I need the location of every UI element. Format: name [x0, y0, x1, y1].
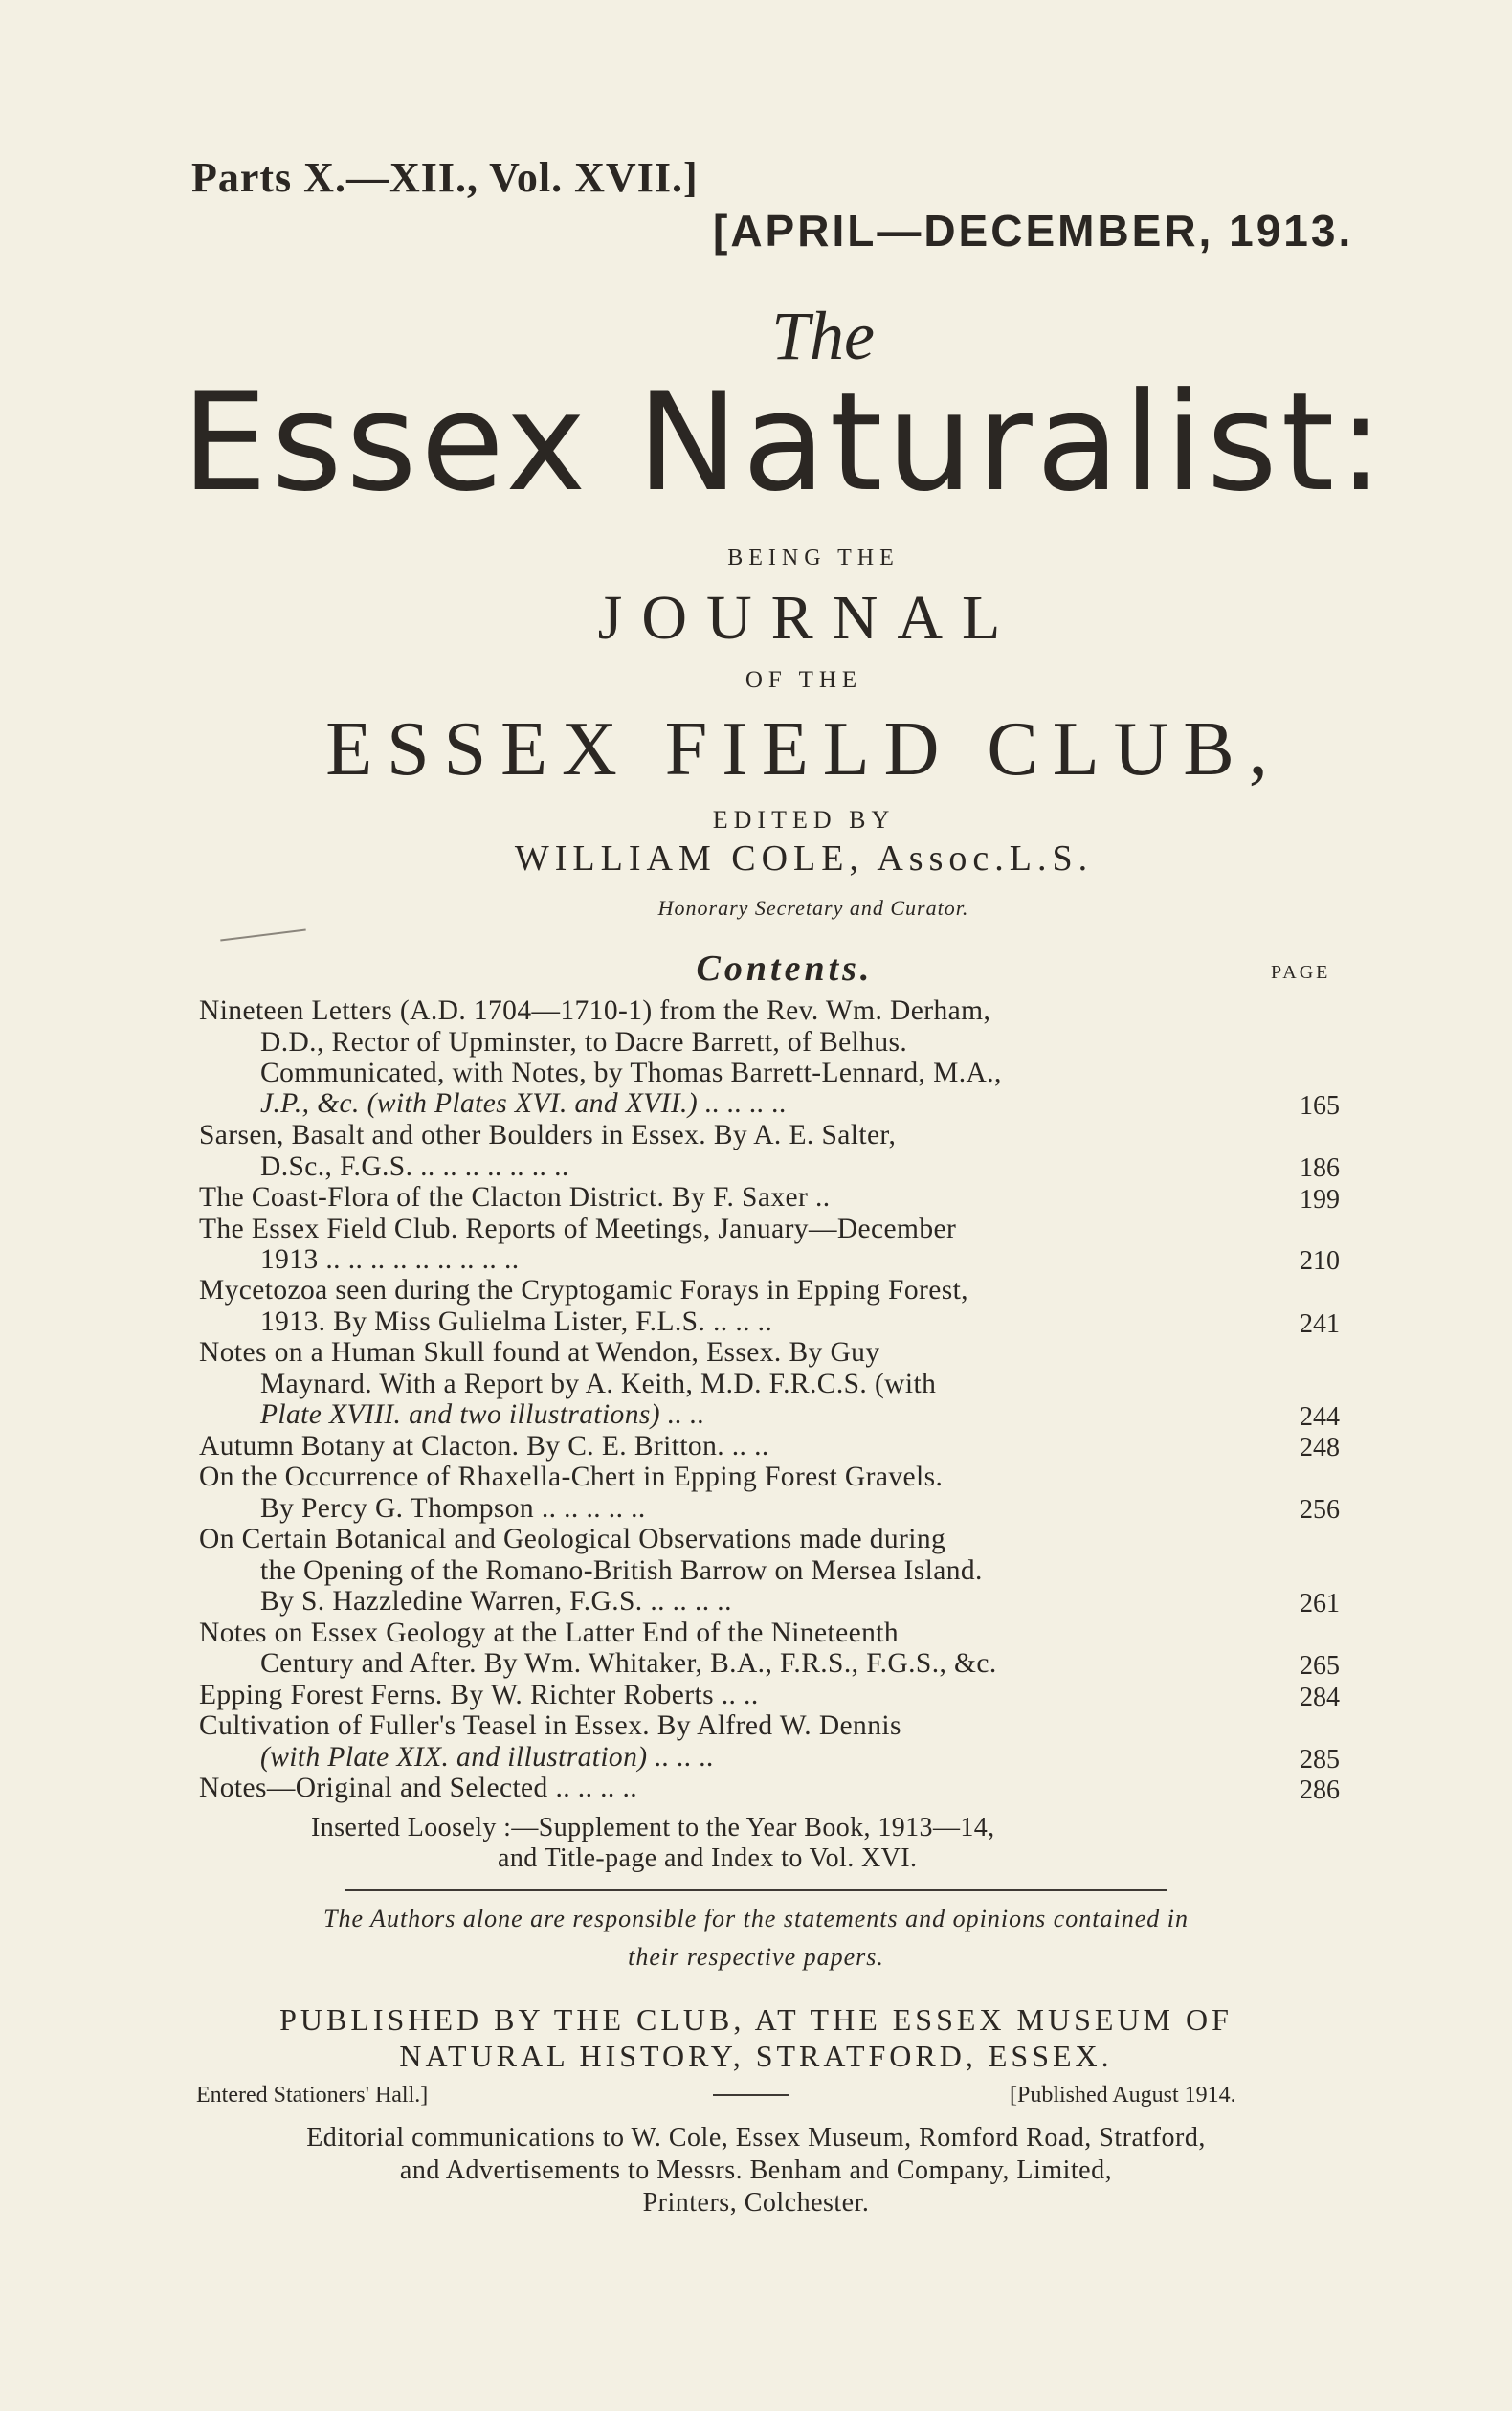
editorial-line: Printers, Colchester. — [642, 2188, 870, 2218]
masthead-the: The — [771, 298, 875, 374]
page-number: 285 — [1300, 1745, 1340, 1775]
page-number: 248 — [1300, 1433, 1340, 1462]
page-number: 186 — [1300, 1153, 1340, 1183]
contents-line: and Title-page and Index to Vol. XVI. — [498, 1843, 918, 1873]
contents-line: Century and After. By Wm. Whitaker, B.A., F.R.S., F.G.S., &c. — [260, 1648, 997, 1679]
contents-line: 1913. By Miss Gulielma Lister, F.L.S. .. .. .. — [260, 1306, 773, 1337]
contents-line: D.D., Rector of Upminster, to Dacre Barrett, of Belhus. — [260, 1027, 908, 1058]
contents-line: Notes on Essex Geology at the Latter End of the Nineteenth — [199, 1618, 899, 1648]
editor-role: Honorary Secretary and Curator. — [657, 896, 969, 920]
of-the-label: OF THE — [745, 667, 863, 693]
contents-line: Notes on a Human Skull found at Wendon, Essex. By Guy — [199, 1337, 880, 1368]
ink-scratch — [220, 929, 306, 942]
page-column-label: PAGE — [1271, 962, 1331, 983]
journal-label: JOURNAL — [597, 583, 1020, 653]
contents-heading: Contents. — [696, 949, 874, 989]
page-number: 265 — [1300, 1651, 1340, 1681]
dash-rule — [713, 2094, 789, 2096]
contents-line: On Certain Botanical and Geological Observations made during — [199, 1524, 946, 1554]
contents-line: Inserted Loosely :—Supplement to the Year Book, 1913—14, — [311, 1813, 995, 1842]
contents-line: Sarsen, Basalt and other Boulders in Essex. By A. E. Salter, — [199, 1120, 897, 1150]
contents-line: Autumn Botany at Clacton. By C. E. Britton. .. .. — [199, 1431, 769, 1462]
masthead-title: Essex Naturalist: — [181, 364, 1389, 522]
editorial-line: Editorial communications to W. Cole, Essex Museum, Romford Road, Stratford, — [306, 2123, 1206, 2153]
issue-date-range: [APRIL—DECEMBER, 1913. — [713, 206, 1354, 256]
page-number: 284 — [1300, 1683, 1340, 1712]
authors-note: their respective papers. — [628, 1943, 884, 1971]
edited-by-label: EDITED BY — [712, 806, 896, 834]
page-number: 286 — [1300, 1775, 1340, 1805]
contents-line: Epping Forest Ferns. By W. Richter Roberts .. .. — [199, 1680, 759, 1710]
contents-line: Nineteen Letters (A.D. 1704—1710-1) from the Rev. Wm. Derham, — [199, 995, 991, 1026]
contents-line: Cultivation of Fuller's Teasel in Essex. By Alfred W. Dennis — [199, 1710, 901, 1741]
editor-name: WILLIAM COLE, Assoc.L.S. — [514, 838, 1094, 879]
contents-line: 1913 .. .. .. .. .. .. .. .. .. — [260, 1244, 520, 1275]
divider-rule — [345, 1889, 1167, 1891]
page-number: 165 — [1300, 1091, 1340, 1121]
contents-line: By S. Hazzledine Warren, F.G.S. .. .. .. .. — [260, 1586, 732, 1617]
parts-volume-label: Parts X.—XII., Vol. XVII.] — [191, 154, 699, 201]
being-the-label: BEING THE — [727, 546, 900, 570]
page-number: 210 — [1300, 1246, 1340, 1276]
contents-line: Communicated, with Notes, by Thomas Barrett-Lennard, M.A., — [260, 1058, 1002, 1088]
page-number: 199 — [1300, 1185, 1340, 1215]
publisher-line: PUBLISHED BY THE CLUB, AT THE ESSEX MUSEUM OF — [279, 2002, 1233, 2037]
club-name: ESSEX FIELD CLUB, — [325, 707, 1282, 792]
editorial-line: and Advertisements to Messrs. Benham and Company, Limited, — [399, 2155, 1113, 2185]
page-number: 244 — [1300, 1402, 1340, 1432]
contents-line: Maynard. With a Report by A. Keith, M.D. F.R.C.S. (with — [260, 1369, 937, 1399]
entered-label: Entered Stationers' Hall.] — [196, 2083, 429, 2108]
contents-line: On the Occurrence of Rhaxella-Chert in Epping Forest Gravels. — [199, 1462, 944, 1492]
published-date: [Published August 1914. — [1010, 2083, 1236, 2108]
contents-line: Plate XVIII. and two illustrations) .. .. — [260, 1399, 705, 1430]
page-number: 241 — [1300, 1309, 1340, 1339]
contents-line: D.Sc., F.G.S. .. .. .. .. .. .. .. — [260, 1151, 569, 1182]
contents-line: Notes—Original and Selected .. .. .. .. — [199, 1773, 637, 1803]
contents-line: The Essex Field Club. Reports of Meetings, January—December — [199, 1214, 957, 1244]
contents-line: The Coast-Flora of the Clacton District. By F. Saxer .. — [199, 1182, 831, 1213]
contents-line: J.P., &c. (with Plates XVI. and XVII.) .. .. .. .. — [260, 1088, 788, 1119]
contents-line: By Percy G. Thompson .. .. .. .. .. — [260, 1493, 646, 1524]
contents-line: the Opening of the Romano-British Barrow on Mersea Island. — [260, 1555, 983, 1586]
contents-line: Mycetozoa seen during the Cryptogamic Forays in Epping Forest, — [199, 1275, 968, 1306]
publisher-line: NATURAL HISTORY, STRATFORD, ESSEX. — [399, 2039, 1113, 2073]
authors-note: The Authors alone are responsible for the statements and opinions contained in — [323, 1905, 1189, 1932]
page-number: 261 — [1300, 1589, 1340, 1618]
page-number: 256 — [1300, 1495, 1340, 1525]
contents-line: (with Plate XIX. and illustration) .. .. .. — [260, 1742, 715, 1773]
